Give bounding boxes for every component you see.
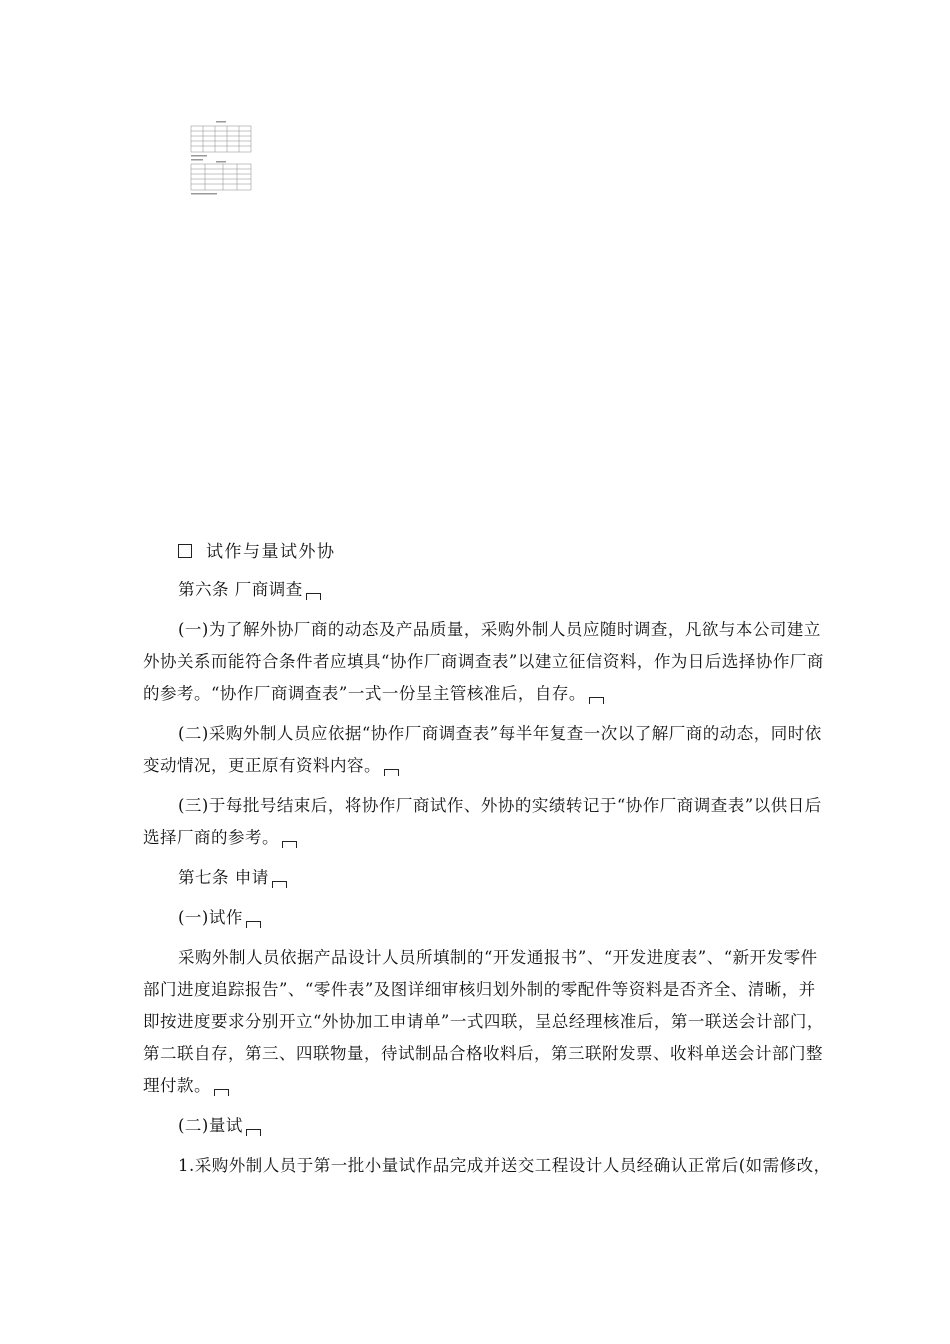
paragraph-mark-icon	[214, 1089, 229, 1096]
subheading: (一)试作	[143, 902, 831, 934]
subheading: (二)量试	[143, 1110, 831, 1142]
article-heading: 第六条 厂商调查	[143, 574, 831, 606]
paragraph-mark-icon	[246, 921, 261, 928]
document-body	[143, 574, 831, 1182]
article-heading: 第七条 申请	[143, 862, 831, 894]
paragraph-mark-icon	[589, 697, 604, 704]
paragraph-mark-icon	[272, 881, 287, 888]
embedded-table-thumbnail	[190, 118, 254, 198]
checkbox-square-icon	[178, 544, 192, 558]
paragraph: 1.采购外制人员于第一批小量试作品完成并送交工程设计人员经确认正常后(如需修改，	[178, 1156, 831, 1175]
section-title: 试作与量试外协	[178, 537, 336, 562]
paragraph: 采购外制人员依据产品设计人员所填制的“开发通报书”、“开发进度表”、“新开发零件部门进度追踪报告”、“零件表”及图详细审核归划外制的零配件等资料是否齐全、清晰，并即按进度要求分别开立“外协加工申请单”一式四联，呈总经理核准后，第一联送会计部门，第二联自存，第三、四联物量，待试制品合格收料后，第三联附发票、收料单送会计部门整理付款。	[143, 948, 824, 1095]
paragraph: (三)于每批号结束后，将协作厂商试作、外协的实绩转记于“协作厂商调查表”以供日后选择厂商的参考。	[143, 796, 822, 847]
paragraph-mark-icon	[384, 769, 399, 776]
paragraph-mark-icon	[246, 1129, 261, 1136]
paragraph-mark-icon	[282, 841, 297, 848]
paragraph: (二)采购外制人员应依据“协作厂商调查表”每半年复查一次以了解厂商的动态，同时依变动情况，更正原有资料内容。	[143, 724, 822, 775]
paragraph-mark-icon	[306, 593, 321, 600]
paragraph: (一)为了解外协厂商的动态及产品质量，采购外制人员应随时调查，凡欲与本公司建立外协关系而能符合条件者应填具“协作厂商调查表”以建立征信资料，作为日后选择协作厂商的参考。“协作厂商调查表”一式一份呈主管核准后，自存。	[143, 620, 824, 703]
